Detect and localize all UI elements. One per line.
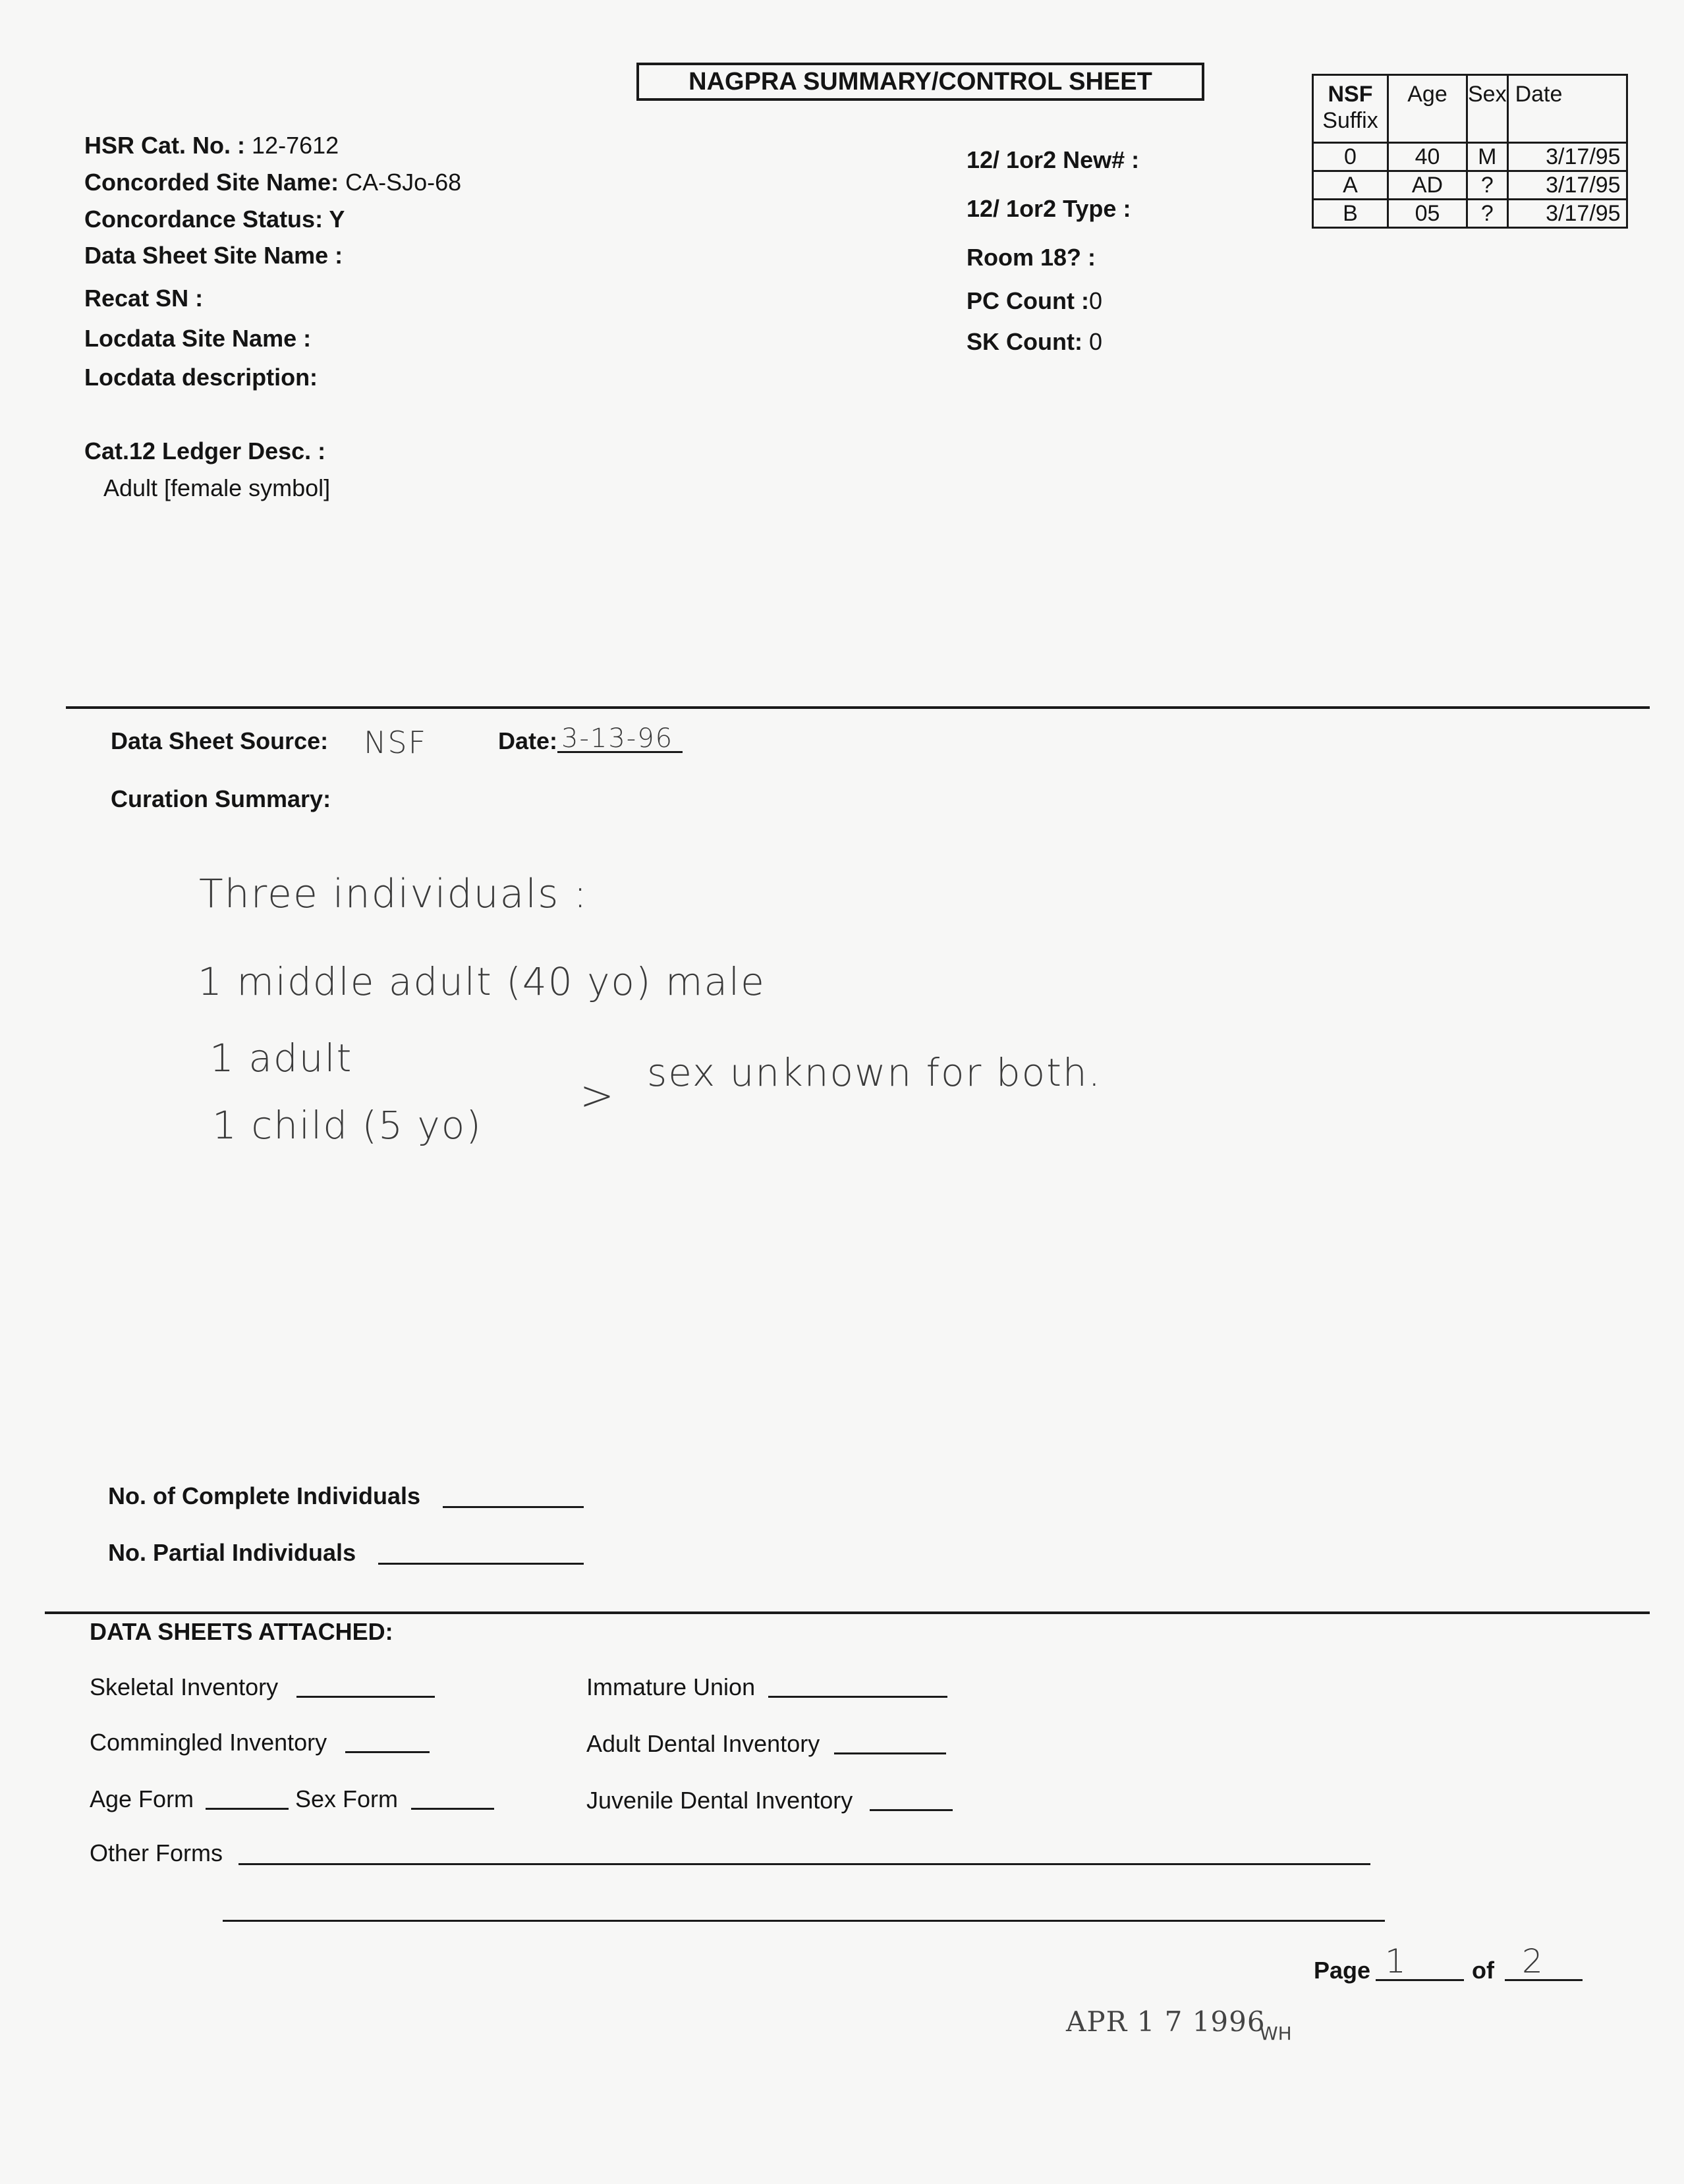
cell-suffix: B — [1313, 200, 1388, 228]
section-divider — [66, 706, 1650, 709]
hsr-cat-no-value: 12-7612 — [252, 132, 339, 159]
data-sheet-source-label: Data Sheet Source: — [111, 727, 329, 754]
skeletal-inventory-line — [296, 1696, 435, 1698]
header-date: Date — [1507, 75, 1627, 143]
table-row — [1313, 143, 1627, 171]
age-form-line — [206, 1808, 289, 1810]
juvenile-dental-label: Juvenile Dental Inventory — [586, 1787, 853, 1814]
date-underline — [557, 751, 683, 753]
hsr-cat-no-label: HSR Cat. No. : — [84, 132, 246, 159]
cell-sex: ? — [1467, 200, 1508, 228]
cell-date: 3/17/95 — [1507, 171, 1627, 200]
pc-count-field — [967, 287, 1102, 315]
of-value: 2 — [1522, 1942, 1544, 1980]
header-nsf-suffix — [1313, 75, 1388, 143]
page-value: 1 — [1385, 1942, 1407, 1980]
page-label: Page — [1314, 1957, 1371, 1984]
stamp-initials: WH — [1260, 2023, 1292, 2044]
locdata-site-name-label: Locdata Site Name : — [84, 325, 312, 352]
new-no-label: 12/ 1or2 New# : — [967, 146, 1140, 173]
concordance-status-value: Y — [329, 206, 345, 233]
attached-heading: DATA SHEETS ATTACHED: — [90, 1618, 393, 1645]
concordance-status-label: Concordance Status: — [84, 206, 323, 233]
cat12-ledger-desc-value: Adult [female symbol] — [103, 474, 331, 501]
cell-age: 05 — [1388, 200, 1467, 228]
bracket-mark: > — [580, 1071, 615, 1119]
curation-side-note: sex unknown for both. — [647, 1050, 1102, 1095]
commingled-inventory-line — [345, 1751, 430, 1753]
immature-union-label: Immature Union — [586, 1673, 756, 1700]
table-header-row — [1313, 75, 1627, 143]
adult-dental-label: Adult Dental Inventory — [586, 1730, 820, 1757]
curation-note-line4: 1 child (5 yo) — [212, 1103, 482, 1148]
room18-label: Room 18? : — [967, 244, 1096, 271]
juvenile-dental-line — [870, 1809, 953, 1811]
sex-form-line — [411, 1808, 494, 1810]
complete-individuals-label: No. of Complete Individuals — [108, 1482, 421, 1509]
data-sheet-site-name-field — [84, 242, 343, 269]
table-row — [1313, 200, 1627, 228]
hsr-cat-no-field — [84, 132, 339, 159]
data-sheet-site-name-label: Data Sheet Site Name : — [84, 242, 343, 269]
cell-age: 40 — [1388, 143, 1467, 171]
cat12-ledger-desc-label: Cat.12 Ledger Desc. : — [84, 437, 326, 464]
cell-suffix: A — [1313, 171, 1388, 200]
concordance-status-field — [84, 206, 345, 233]
locdata-description-label: Locdata description: — [84, 364, 318, 391]
concorded-site-name-label: Concorded Site Name: — [84, 169, 339, 196]
pc-count-label: PC Count : — [967, 287, 1089, 314]
header-age: Age — [1388, 75, 1467, 143]
other-forms-line-2 — [223, 1920, 1385, 1922]
immature-union-line — [768, 1696, 947, 1698]
date-label: Date: — [498, 727, 558, 754]
table-row — [1313, 171, 1627, 200]
other-forms-label: Other Forms — [90, 1839, 223, 1866]
received-date-stamp: APR 1 7 1996 — [1066, 2005, 1266, 2038]
recat-sn-field — [84, 285, 203, 312]
complete-individuals-line — [443, 1506, 584, 1508]
sk-count-value: 0 — [1088, 328, 1103, 355]
partial-individuals-label: No. Partial Individuals — [108, 1539, 356, 1566]
cell-suffix: 0 — [1313, 143, 1388, 171]
page-title: NAGPRA SUMMARY/CONTROL SHEET — [636, 63, 1204, 101]
cell-sex: ? — [1467, 171, 1508, 200]
adult-dental-line — [834, 1752, 946, 1754]
curation-note-line3: 1 adult — [210, 1036, 353, 1080]
type-label: 12/ 1or2 Type : — [967, 195, 1131, 222]
commingled-inventory-label: Commingled Inventory — [90, 1729, 327, 1756]
section-divider — [45, 1611, 1650, 1614]
locdata-description-field — [84, 364, 318, 391]
skeletal-inventory-label: Skeletal Inventory — [90, 1673, 279, 1700]
data-sheet-source-value: NSF — [364, 725, 428, 760]
cell-sex: M — [1467, 143, 1508, 171]
locdata-site-name-field — [84, 325, 311, 352]
cell-age: AD — [1388, 171, 1467, 200]
pc-count-value: 0 — [1088, 287, 1102, 314]
curation-note-line2: 1 middle adult (40 yo) male — [198, 959, 766, 1004]
partial-individuals-line — [378, 1563, 584, 1565]
concorded-site-name-field — [84, 169, 461, 196]
curation-note-line1: Three individuals : — [199, 871, 588, 917]
of-label: of — [1472, 1957, 1494, 1984]
header-sex: Sex — [1467, 75, 1508, 143]
curation-summary-label: Curation Summary: — [111, 785, 331, 812]
age-form-label: Age Form — [90, 1785, 194, 1812]
other-forms-line — [239, 1863, 1370, 1865]
header-suffix-label: Suffix — [1322, 108, 1378, 133]
concorded-site-name-value: CA-SJo-68 — [345, 169, 462, 196]
recat-sn-label: Recat SN : — [84, 285, 204, 312]
cell-date: 3/17/95 — [1507, 143, 1627, 171]
sex-form-label: Sex Form — [295, 1785, 399, 1812]
sk-count-label: SK Count: — [967, 328, 1082, 355]
date-value: 3-13-96 — [561, 723, 674, 754]
header-nsf-label: NSF — [1328, 82, 1373, 107]
sk-count-field — [967, 328, 1102, 356]
cell-date: 3/17/95 — [1507, 200, 1627, 228]
nsf-suffix-table — [1312, 74, 1628, 229]
